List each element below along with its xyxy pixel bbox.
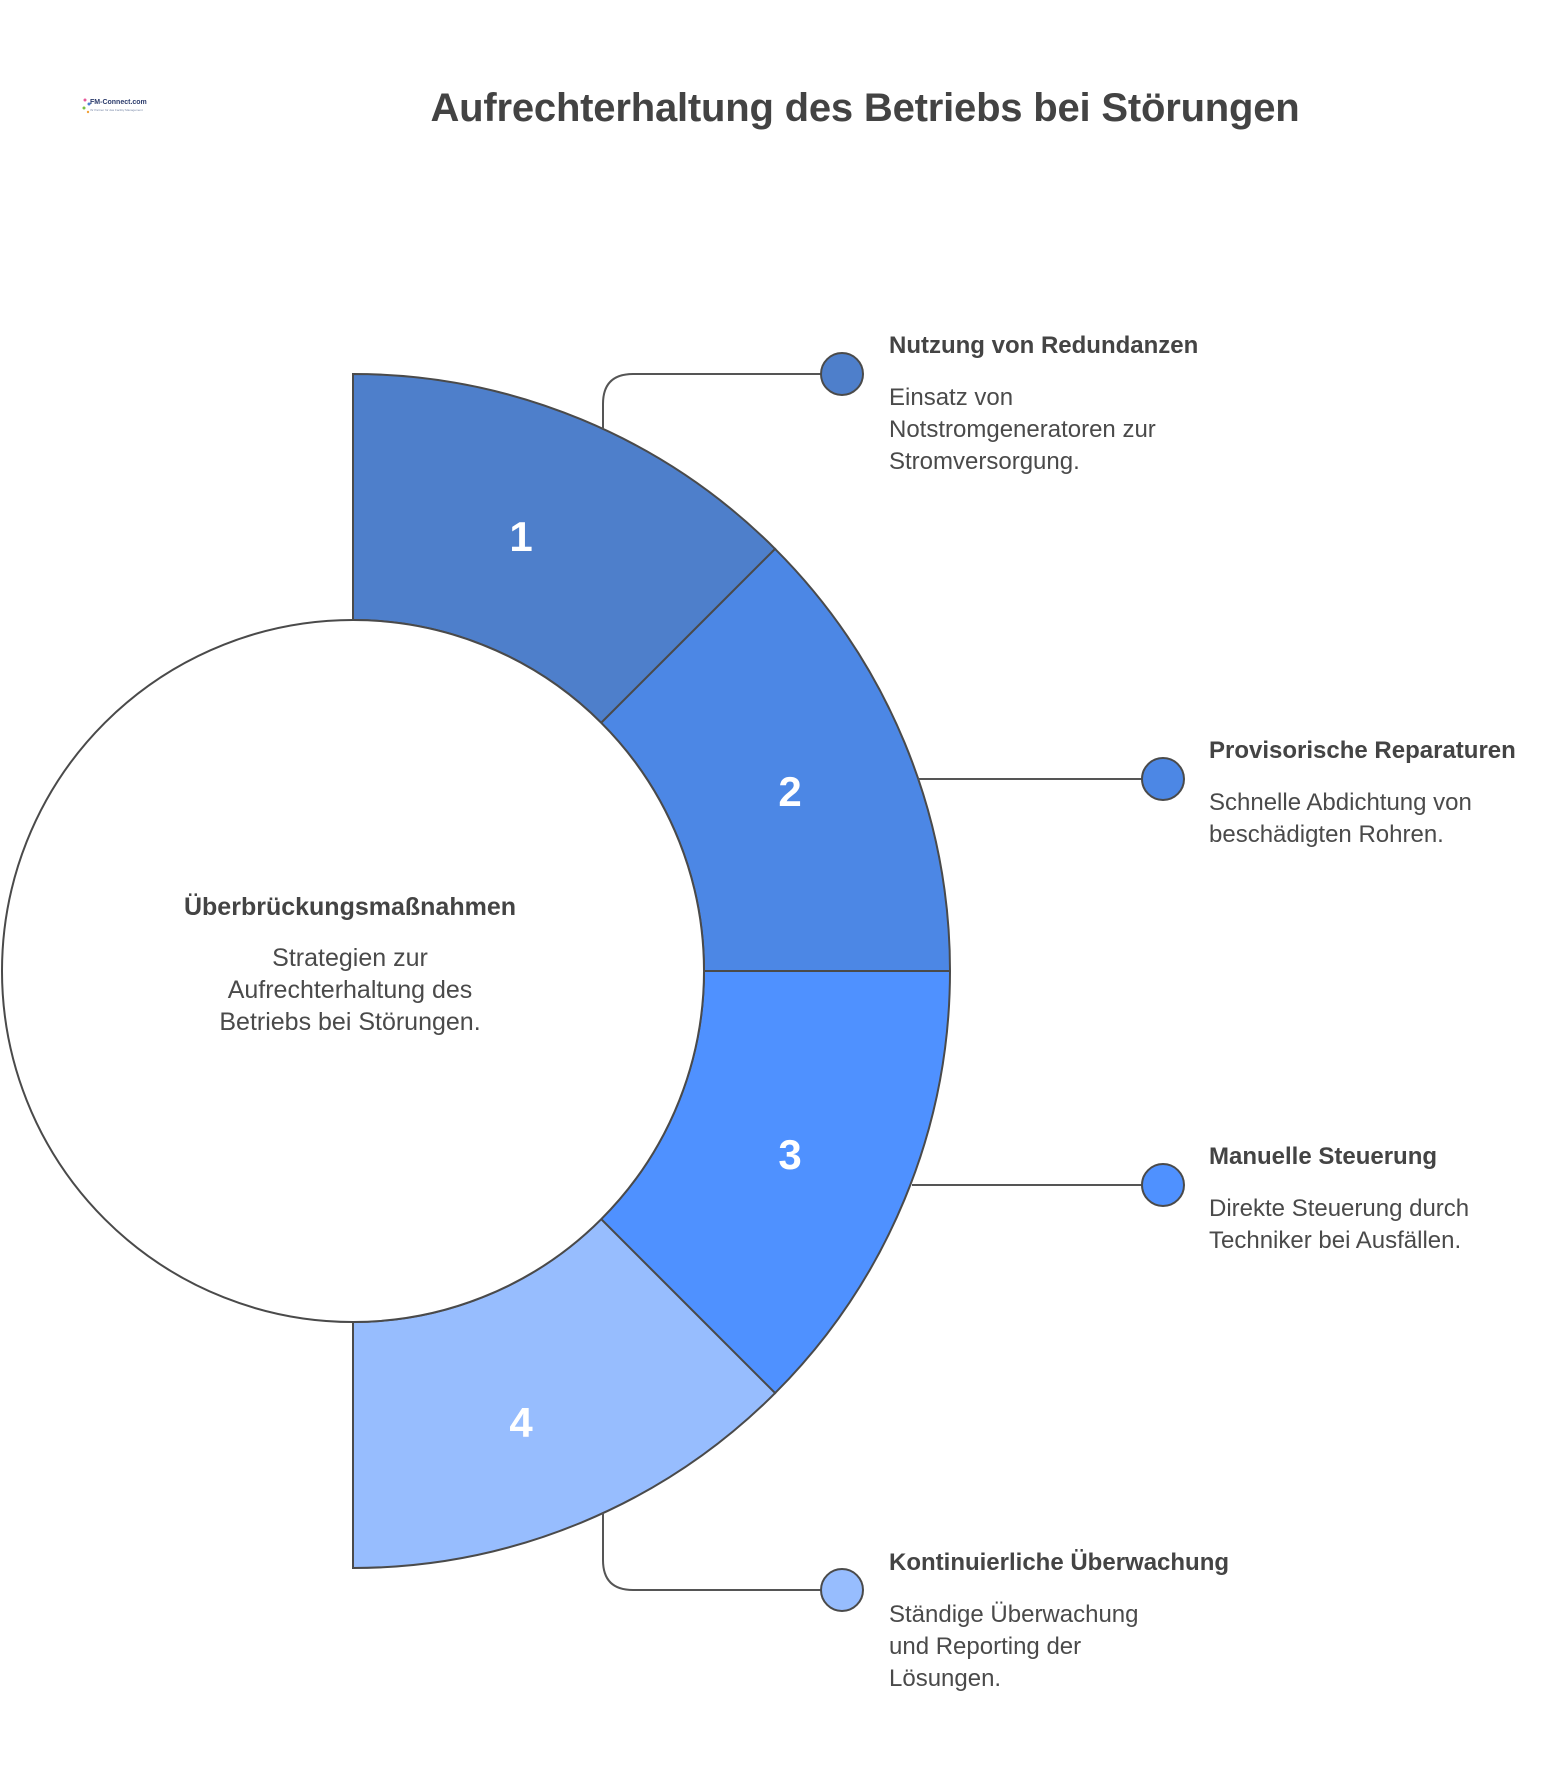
item-title: Nutzung von Redundanzen — [889, 332, 1199, 359]
item-description — [889, 382, 1209, 478]
logo-subtext: Ihr Partner für das Facility Management — [90, 108, 143, 112]
dot-3-icon — [1142, 1164, 1184, 1206]
segment-4-number: 4 — [509, 1399, 533, 1446]
center-description-line: Betriebs bei Störungen. — [219, 1008, 481, 1036]
dot-1-icon — [821, 353, 863, 395]
center-description — [110, 942, 590, 1038]
item-manual-control — [1209, 1143, 1529, 1257]
item-description-line: Notstromgeneratoren zur — [889, 416, 1156, 443]
item-description-line: beschädigten Rohren. — [1209, 821, 1444, 848]
item-description — [889, 1599, 1209, 1695]
item-continuous-monitoring — [889, 1549, 1230, 1695]
segment-2-number: 2 — [778, 768, 802, 815]
item-description-line: Einsatz von — [889, 384, 1014, 411]
item-description-line: Stromversorgung. — [889, 448, 1080, 475]
item-redundancy — [889, 332, 1209, 478]
logo-text: FM-Connect.com — [90, 99, 147, 106]
page-title: Aufrechterhaltung des Betriebs bei Störungen — [430, 86, 1300, 130]
connector-1 — [603, 374, 821, 429]
segment-1-number: 1 — [509, 513, 533, 560]
item-title: Kontinuierliche Überwachung — [889, 1549, 1230, 1576]
item-description-line: Ständige Überwachung — [889, 1601, 1139, 1628]
connector-4 — [603, 1513, 821, 1590]
item-description-line: Schnelle Abdichtung von — [1209, 789, 1472, 816]
center-label — [110, 893, 590, 1038]
item-description-line: und Reporting der — [889, 1633, 1082, 1660]
item-title: Provisorische Reparaturen — [1209, 737, 1516, 764]
dot-4-icon — [821, 1569, 863, 1611]
item-description — [1209, 1193, 1529, 1257]
item-description-line: Techniker bei Ausfällen. — [1209, 1227, 1462, 1254]
center-title: Überbrückungsmaßnahmen — [183, 893, 516, 921]
item-description — [1209, 787, 1529, 851]
item-description-line: Direkte Steuerung durch — [1209, 1195, 1470, 1222]
item-provisional-repairs — [1209, 737, 1529, 851]
dot-2-icon — [1142, 758, 1184, 800]
item-title: Manuelle Steuerung — [1209, 1143, 1438, 1170]
item-description-line: Lösungen. — [889, 1665, 1002, 1692]
center-description-line: Aufrechterhaltung des — [227, 976, 473, 1004]
center-description-line: Strategien zur — [272, 944, 428, 972]
segment-3-number: 3 — [778, 1131, 802, 1178]
